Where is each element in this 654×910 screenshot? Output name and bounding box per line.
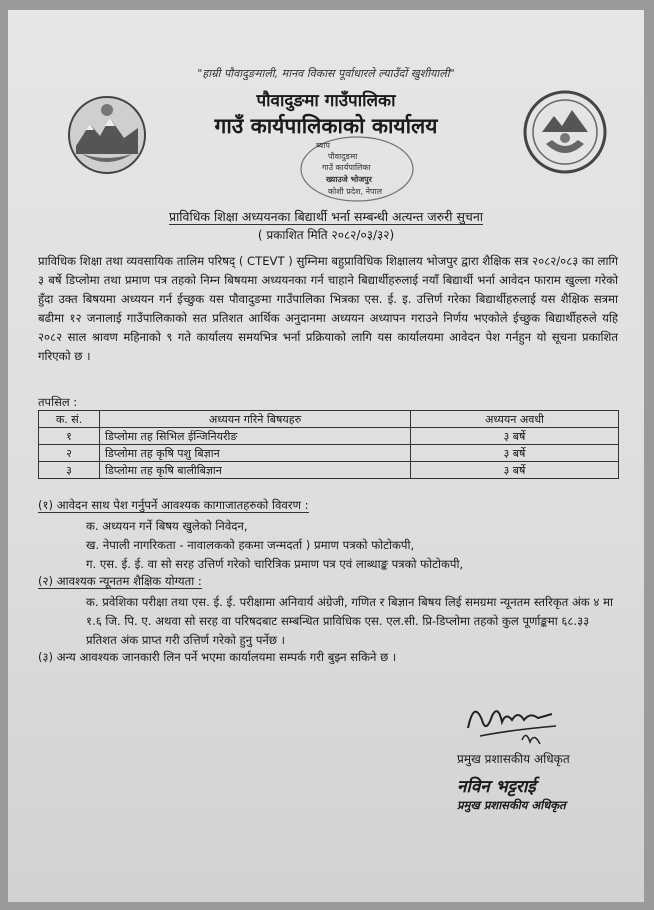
table-header-row [39,411,619,428]
cell-sn: १ [39,428,100,445]
cell-sn: २ [39,445,100,462]
table-row [39,445,619,462]
subjects-table [38,410,619,479]
publish-date: ( प्रकाशित मिति २०८२/०३/३२) [257,228,395,242]
qualification-text: क. प्रवेशिका परीक्षा तथा एस. ई. ई. परीक्षामा अनिवार्य अंग्रेजी, गणित र बिज्ञान बिषय लिई समग्रमा न्यूनतम स्तरिकृत अंक ४ मा १.६ जि. पि. ए. अथवा सो सरह वा परिषदबाट सम्बन्धित प्राविधिक एस. एल.सी. प्रि-डिप्लोमा तहको कुल पूर्णाङ्कमा ६८.३३ प्रतिशत अंक प्राप्त गरी उत्तिर्ण गरेको हुनु पर्नेछ । [86,595,614,647]
cell-subject: डिप्लोमा तह कृषि पशु बिज्ञान [100,445,411,462]
slogan: "हाम्री पौवादुङमाली, मानव विकास पूर्वाधारले ल्याउँदों खुशीयाली" [197,67,455,80]
col-header-subject: अध्ययन गरिने बिषयहरु [100,411,411,428]
cell-duration: ३ बर्षे [411,445,619,462]
cell-duration: ३ बर्षे [411,428,619,445]
cell-duration: ३ बर्षे [411,462,619,479]
signatory-designation: प्रमुख प्रशासकीय अधिकृत [457,798,566,812]
stamp-line: ब्याप [316,141,330,150]
table-row [39,462,619,479]
cell-subject: डिप्लोमा तह सिभिल ईन्जिनियरीङ [100,428,411,445]
office-name: गाउँ कार्यपालिकाको कार्यालय [214,114,438,138]
notice-title: प्राविधिक शिक्षा अध्ययनका बिद्यार्थी भर्ना सम्बन्धी अत्यन्त जरुरी सुचना [168,209,484,224]
document-item: ख. नेपाली नागरिकता - नावालकको हकमा जन्मदर्ता ) प्रमाण पत्रको फोटोकपी, [86,538,415,552]
intro-paragraph: प्राविधिक शिक्षा तथा व्यवसायिक तालिम परिषद् ( CTEVT ) सुम्निमा बहुप्राविधिक शिक्षालय भोजपुर द्वारा शैक्षिक सत्र २०८२/०८३ का लागि ३ बर्षे डिप्लोमा तथा प्रमाण पत्र तहको निम्न बिषयमा अध्ययनका गर्न चाहाने बिद्यार्थीहरुलाई नयाँ बिद्यार्थी भर्ना आवेदन फाराम खुल्ला गरेको हुँदा उक्त बिषयमा अध्ययन गर्न ईच्छुक यस पौवादुङमा गाउँपालिका भित्रका एस. ई. इ. उत्तिर्ण गरेका बिद्यार्थीहरुलाई यस शैक्षिक सत्रमा बढीमा १२ जनालाई गाउँपालिकाको सत प्रतिशत आर्थिक अनुदानमा अध्ययन अध्यापन गराउने निर्णय भएकोले ईच्छुक बिद्यार्थीहरुले यहि २०८२ साल श्रावण महिनाको ९ गते कार्यालय समयभित्र भर्ना प्रक्रियाको लागि यस कार्यालयमा आवेदन पेश गर्नहुन यो सूचना प्रकाशित गरिएको छ । [38,254,618,363]
municipality-logo-icon [520,82,610,182]
table-caption: तपसिल : [38,395,78,409]
table-row [39,428,619,445]
signature-mark [460,690,570,752]
signatory-name: नविन भट्टराई [457,777,536,797]
document-item: ग. एस. ई. ई. वा सो सरह उत्तिर्ण गरेको चारित्रिक प्रमाण पत्र एवं लाब्धाङ्क पत्रको फोटोकपी, [86,557,464,571]
office-stamp [298,134,416,204]
cell-subject: डिप्लोमा तह कृषि बालीबिज्ञान [100,462,411,479]
stamp-line: पौवादुङमा [328,152,358,161]
qualification-heading: (२) आवश्यक न्यूनतम शैक्षिक योग्यता : [38,574,202,588]
col-header-sn: क. सं. [39,411,100,428]
col-header-duration: अध्ययन अवधी [411,411,619,428]
organization-name: पौवादुङमा गाउँपालिका [256,91,396,111]
signatory-title: प्रमुख प्रशासकीय अधिकृत [457,752,570,766]
other-info: (३) अन्य आवश्यक जानकारी लिन पर्ने भएमा कार्यालयमा सम्पर्क गरी बुझ्न सकिने छ । [38,650,397,664]
document-item: क. अध्ययन गर्ने बिषय खुलेको निवेदन, [86,519,248,533]
notice-page [8,10,644,902]
stamp-line: ख्याउजे भोजपुर [326,175,372,184]
stamp-line: गाउँ कार्यपालिका [322,163,371,172]
documents-heading: (१) आवेदन साथ पेश गर्नुपर्ने आवश्यक कागाजातहरुको विवरण : [38,498,309,512]
stamp-line: कोशी प्रदेश, नेपाल [328,187,383,196]
cell-sn: ३ [39,462,100,479]
